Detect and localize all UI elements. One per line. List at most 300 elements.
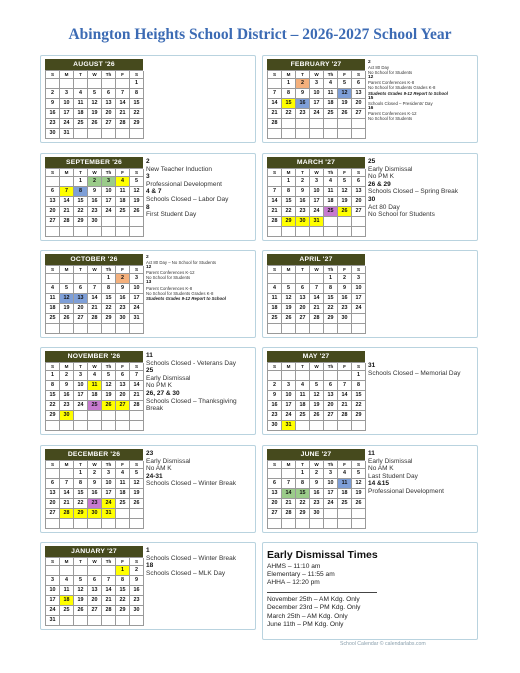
day-cell: 6	[88, 576, 102, 586]
day-cell: 30	[88, 217, 102, 227]
calendar-march	[267, 157, 365, 237]
day-cell: 7	[60, 187, 74, 197]
empty-day-cell	[324, 371, 338, 381]
day-cell: 29	[282, 217, 296, 227]
day-of-week-label: F	[338, 363, 352, 371]
day-cell: 22	[46, 401, 60, 411]
event-description: No School for Students Grades K-8	[146, 290, 214, 296]
day-cell: 21	[60, 499, 74, 509]
day-cell: 23	[296, 207, 310, 217]
event-description: Act 80 Day	[368, 203, 400, 211]
day-cell: 22	[74, 499, 88, 509]
notes-june	[368, 450, 476, 496]
day-cell: 3	[102, 469, 116, 479]
day-cell: 2	[88, 469, 102, 479]
day-of-week-label: W	[88, 461, 102, 469]
day-cell: 11	[74, 99, 88, 109]
day-cell: 13	[324, 391, 338, 401]
event-description: Last Student Day	[368, 472, 418, 480]
day-cell: 22	[74, 207, 88, 217]
event-description: No School for Students	[368, 211, 435, 219]
event-description: Schools Closed – Spring Break	[368, 188, 458, 196]
panel-february	[262, 55, 478, 143]
day-cell: 28	[130, 401, 144, 411]
day-of-week-label: S	[130, 558, 144, 566]
day-cell: 6	[324, 381, 338, 391]
empty-day-cell	[352, 119, 366, 129]
event-date: 2	[146, 158, 150, 165]
day-of-week-label: W	[310, 169, 324, 177]
empty-day-cell	[352, 217, 366, 227]
day-cell: 31	[46, 616, 60, 626]
day-cell: 28	[338, 411, 352, 421]
day-cell: 6	[352, 177, 366, 187]
empty-day-cell	[130, 217, 144, 227]
notes-october	[146, 255, 254, 301]
empty-day-cell	[310, 371, 324, 381]
day-cell: 20	[324, 401, 338, 411]
day-of-week-label: F	[116, 461, 130, 469]
event-description: No AM K	[146, 465, 172, 473]
event-description: Early Dismissal	[368, 457, 413, 465]
day-of-week-label: F	[116, 266, 130, 274]
empty-day-cell	[338, 227, 352, 237]
day-of-week-label: W	[88, 558, 102, 566]
day-cell: 13	[46, 197, 60, 207]
empty-day-cell	[46, 324, 60, 334]
day-of-week-label: S	[46, 266, 60, 274]
day-cell: 25	[60, 606, 74, 616]
day-of-week-label: S	[268, 169, 282, 177]
empty-day-cell	[102, 129, 116, 139]
day-cell: 21	[268, 207, 282, 217]
month-grid	[45, 557, 143, 626]
day-cell: 4	[88, 371, 102, 381]
day-cell: 24	[324, 499, 338, 509]
day-cell: 18	[74, 109, 88, 119]
day-cell: 11	[324, 187, 338, 197]
day-cell: 13	[116, 381, 130, 391]
empty-day-cell	[352, 519, 366, 529]
day-cell: 5	[338, 177, 352, 187]
month-header: MARCH '27	[267, 157, 365, 168]
event-date: 25	[146, 367, 154, 375]
day-cell: 19	[352, 489, 366, 499]
day-cell: 1	[296, 469, 310, 479]
empty-day-cell	[324, 119, 338, 129]
day-cell: 24	[130, 304, 144, 314]
event-note-bold: Students Grades 9-12 Report to School	[146, 295, 226, 301]
day-cell: 12	[352, 479, 366, 489]
dismissal-date: June 11th – PM Kdg. Only	[267, 620, 344, 628]
day-cell: 15	[116, 586, 130, 596]
empty-day-cell	[60, 324, 74, 334]
empty-day-cell	[88, 324, 102, 334]
day-of-week-label: T	[74, 266, 88, 274]
day-cell: 14	[310, 294, 324, 304]
empty-day-cell	[74, 324, 88, 334]
day-cell: 8	[102, 284, 116, 294]
day-of-week-label: S	[352, 71, 366, 79]
day-cell: 2	[310, 469, 324, 479]
day-cell: 6	[46, 479, 60, 489]
day-cell: 18	[268, 304, 282, 314]
day-cell: 14	[88, 294, 102, 304]
empty-day-cell	[116, 227, 130, 237]
empty-day-cell	[46, 227, 60, 237]
day-cell: 28	[60, 217, 74, 227]
empty-day-cell	[282, 519, 296, 529]
day-cell: 16	[88, 489, 102, 499]
day-cell: 27	[46, 217, 60, 227]
empty-day-cell	[102, 324, 116, 334]
day-cell: 6	[116, 371, 130, 381]
day-cell: 26	[74, 606, 88, 616]
day-cell: 7	[116, 89, 130, 99]
day-of-week-label: S	[352, 363, 366, 371]
day-cell: 23	[60, 401, 74, 411]
day-cell: 21	[268, 109, 282, 119]
event-date: 18	[146, 562, 154, 570]
day-of-week-label: M	[60, 169, 74, 177]
empty-day-cell	[116, 509, 130, 519]
empty-day-cell	[268, 177, 282, 187]
day-cell: 23	[310, 499, 324, 509]
empty-day-cell	[310, 227, 324, 237]
event-date: 26, 27 & 30	[146, 389, 180, 397]
event-date: 4 & 7	[146, 188, 162, 196]
day-cell: 8	[74, 479, 88, 489]
day-cell: 18	[116, 197, 130, 207]
day-cell: 22	[116, 596, 130, 606]
empty-day-cell	[130, 421, 144, 431]
empty-day-cell	[296, 371, 310, 381]
day-cell: 9	[46, 99, 60, 109]
empty-day-cell	[282, 371, 296, 381]
day-cell: 20	[352, 99, 366, 109]
day-of-week-label: S	[352, 169, 366, 177]
day-of-week-label: Th	[102, 266, 116, 274]
empty-day-cell	[60, 519, 74, 529]
empty-day-cell	[310, 274, 324, 284]
day-of-week-label: S	[46, 169, 60, 177]
day-cell: 20	[296, 304, 310, 314]
day-cell: 19	[74, 596, 88, 606]
empty-day-cell	[102, 79, 116, 89]
day-cell: 4	[268, 284, 282, 294]
empty-day-cell	[46, 177, 60, 187]
event-description: Parent Conferences K-12	[368, 110, 417, 116]
day-of-week-label: S	[268, 71, 282, 79]
day-cell: 16	[46, 109, 60, 119]
month-grid	[45, 70, 143, 139]
day-cell: 12	[60, 294, 74, 304]
day-cell: 13	[46, 489, 60, 499]
empty-day-cell	[296, 274, 310, 284]
day-cell: 21	[282, 499, 296, 509]
day-cell: 19	[60, 304, 74, 314]
day-cell: 15	[352, 391, 366, 401]
day-cell: 10	[102, 479, 116, 489]
month-grid	[45, 265, 143, 334]
day-cell: 9	[310, 479, 324, 489]
day-cell: 21	[60, 207, 74, 217]
notes-november	[146, 352, 254, 413]
day-of-week-label: T	[74, 71, 88, 79]
empty-day-cell	[324, 519, 338, 529]
day-of-week-label: W	[310, 461, 324, 469]
event-date: 30	[368, 195, 376, 203]
day-cell: 21	[102, 596, 116, 606]
calendar-november	[45, 351, 143, 431]
event-description: Parent Conferences K-12	[146, 270, 195, 276]
empty-day-cell	[60, 79, 74, 89]
month-grid	[45, 362, 143, 431]
day-cell: 11	[338, 479, 352, 489]
day-cell: 27	[116, 401, 130, 411]
day-cell: 22	[324, 304, 338, 314]
day-cell: 2	[46, 89, 60, 99]
day-of-week-label: S	[46, 558, 60, 566]
empty-day-cell	[282, 324, 296, 334]
panel-january	[40, 542, 256, 630]
day-cell: 5	[74, 576, 88, 586]
day-cell: 26	[60, 314, 74, 324]
day-cell: 12	[102, 381, 116, 391]
day-cell: 17	[102, 489, 116, 499]
month-grid	[267, 265, 365, 334]
empty-day-cell	[130, 616, 144, 626]
day-cell: 13	[352, 89, 366, 99]
empty-day-cell	[296, 519, 310, 529]
day-cell: 17	[282, 401, 296, 411]
day-cell: 16	[116, 294, 130, 304]
event-description: Schools Closed – Thanksgiving	[146, 397, 237, 405]
day-cell: 10	[60, 99, 74, 109]
empty-day-cell	[324, 227, 338, 237]
calendar-december	[45, 449, 143, 529]
calendar-february	[267, 59, 365, 139]
day-cell: 15	[296, 489, 310, 499]
day-cell: 1	[324, 274, 338, 284]
day-of-week-label: S	[352, 461, 366, 469]
empty-day-cell	[296, 119, 310, 129]
day-cell: 30	[46, 129, 60, 139]
day-cell: 16	[310, 489, 324, 499]
day-cell: 27	[352, 207, 366, 217]
day-of-week-label: S	[268, 363, 282, 371]
day-of-week-label: T	[74, 558, 88, 566]
day-cell: 23	[268, 411, 282, 421]
event-date: 23	[146, 450, 154, 457]
dismissal-date: November 25th – AM Kdg. Only	[267, 596, 360, 603]
day-cell: 8	[130, 89, 144, 99]
day-cell: 1	[74, 469, 88, 479]
event-description: No School for Students	[368, 116, 413, 122]
day-cell: 8	[46, 381, 60, 391]
day-cell: 1	[130, 79, 144, 89]
day-cell: 26	[310, 411, 324, 421]
day-cell: 9	[88, 479, 102, 489]
day-cell: 12	[310, 391, 324, 401]
day-cell: 25	[88, 401, 102, 411]
empty-day-cell	[338, 119, 352, 129]
day-cell: 14	[268, 197, 282, 207]
day-cell: 9	[130, 576, 144, 586]
month-grid	[45, 460, 143, 529]
day-cell: 6	[102, 89, 116, 99]
day-of-week-label: S	[268, 461, 282, 469]
event-date: 13	[146, 280, 152, 286]
panel-june	[262, 445, 478, 533]
empty-day-cell	[310, 119, 324, 129]
day-cell: 22	[130, 109, 144, 119]
day-cell: 7	[102, 576, 116, 586]
empty-day-cell	[310, 129, 324, 139]
day-of-week-label: F	[338, 266, 352, 274]
day-of-week-label: Th	[102, 461, 116, 469]
day-of-week-label: M	[282, 363, 296, 371]
day-of-week-label: W	[310, 266, 324, 274]
empty-day-cell	[352, 314, 366, 324]
day-of-week-label: Th	[102, 71, 116, 79]
event-description: No AM K	[368, 465, 394, 473]
day-cell: 5	[130, 177, 144, 187]
day-cell: 6	[296, 284, 310, 294]
empty-day-cell	[268, 371, 282, 381]
day-of-week-label: S	[46, 363, 60, 371]
day-cell: 17	[60, 109, 74, 119]
day-cell: 19	[338, 197, 352, 207]
event-description: Early Dismissal	[146, 374, 191, 382]
empty-day-cell	[46, 274, 60, 284]
dismissal-date: March 25th – AM Kdg. Only	[267, 612, 348, 620]
empty-day-cell	[60, 227, 74, 237]
day-cell: 24	[282, 411, 296, 421]
event-description: Schools Closed – MLK Day	[146, 569, 226, 577]
day-cell: 2	[338, 274, 352, 284]
month-header: SEPTEMBER '26	[45, 157, 143, 168]
day-cell: 25	[324, 207, 338, 217]
empty-day-cell	[282, 227, 296, 237]
empty-day-cell	[338, 509, 352, 519]
empty-day-cell	[60, 469, 74, 479]
day-cell: 29	[102, 314, 116, 324]
day-cell: 13	[352, 187, 366, 197]
empty-day-cell	[88, 616, 102, 626]
event-description: Parent Conferences K-8	[368, 80, 415, 86]
notes-september	[146, 158, 254, 219]
day-cell: 23	[46, 119, 60, 129]
day-cell: 20	[102, 109, 116, 119]
empty-day-cell	[74, 79, 88, 89]
day-of-week-label: Th	[102, 558, 116, 566]
day-cell: 29	[74, 509, 88, 519]
day-cell: 17	[130, 294, 144, 304]
empty-day-cell	[46, 469, 60, 479]
day-cell: 6	[46, 187, 60, 197]
empty-day-cell	[88, 274, 102, 284]
day-cell: 5	[88, 89, 102, 99]
day-cell: 11	[60, 586, 74, 596]
day-cell: 6	[268, 479, 282, 489]
day-cell: 13	[88, 586, 102, 596]
day-cell: 11	[296, 391, 310, 401]
empty-day-cell	[102, 519, 116, 529]
day-of-week-label: W	[310, 71, 324, 79]
day-cell: 26	[338, 207, 352, 217]
empty-day-cell	[324, 324, 338, 334]
day-cell: 10	[74, 381, 88, 391]
day-cell: 5	[338, 79, 352, 89]
day-cell: 8	[324, 284, 338, 294]
day-of-week-label: F	[116, 71, 130, 79]
day-cell: 5	[310, 381, 324, 391]
day-cell: 24	[310, 109, 324, 119]
day-cell: 21	[88, 304, 102, 314]
empty-day-cell	[102, 421, 116, 431]
day-cell: 12	[130, 479, 144, 489]
day-cell: 10	[310, 89, 324, 99]
month-grid	[267, 70, 365, 139]
day-of-week-label: F	[116, 169, 130, 177]
day-cell: 3	[60, 89, 74, 99]
day-cell: 12	[130, 187, 144, 197]
day-cell: 1	[282, 79, 296, 89]
empty-day-cell	[60, 421, 74, 431]
month-header: JUNE '27	[267, 449, 365, 460]
empty-day-cell	[296, 227, 310, 237]
day-of-week-label: F	[338, 169, 352, 177]
day-of-week-label: S	[268, 266, 282, 274]
footer-credit[interactable]: School Calendar © calendarlabs.com	[340, 641, 426, 647]
day-cell: 2	[296, 79, 310, 89]
day-cell: 29	[46, 411, 60, 421]
day-cell: 4	[324, 177, 338, 187]
day-cell: 30	[116, 314, 130, 324]
event-note-bold: Students Grades 9-12 Report to School	[368, 90, 448, 96]
empty-day-cell	[74, 616, 88, 626]
day-cell: 15	[282, 99, 296, 109]
day-cell: 4	[296, 381, 310, 391]
day-cell: 17	[352, 294, 366, 304]
day-cell: 3	[282, 381, 296, 391]
day-cell: 7	[310, 284, 324, 294]
day-cell: 9	[296, 187, 310, 197]
day-cell: 1	[46, 371, 60, 381]
empty-day-cell	[352, 509, 366, 519]
day-cell: 31	[102, 509, 116, 519]
empty-day-cell	[338, 519, 352, 529]
day-cell: 27	[296, 314, 310, 324]
month-grid	[267, 168, 365, 237]
day-cell: 2	[268, 381, 282, 391]
day-of-week-label: Th	[324, 363, 338, 371]
day-cell: 10	[130, 284, 144, 294]
day-of-week-label: W	[88, 266, 102, 274]
event-description: Early Dismissal	[146, 457, 191, 465]
day-cell: 5	[102, 371, 116, 381]
empty-day-cell	[60, 566, 74, 576]
day-cell: 14	[282, 489, 296, 499]
day-cell: 22	[352, 401, 366, 411]
day-cell: 16	[130, 586, 144, 596]
day-cell: 15	[102, 294, 116, 304]
empty-day-cell	[268, 129, 282, 139]
day-cell: 4	[74, 89, 88, 99]
panel-october	[40, 250, 256, 338]
month-header: AUGUST '26	[45, 59, 143, 70]
